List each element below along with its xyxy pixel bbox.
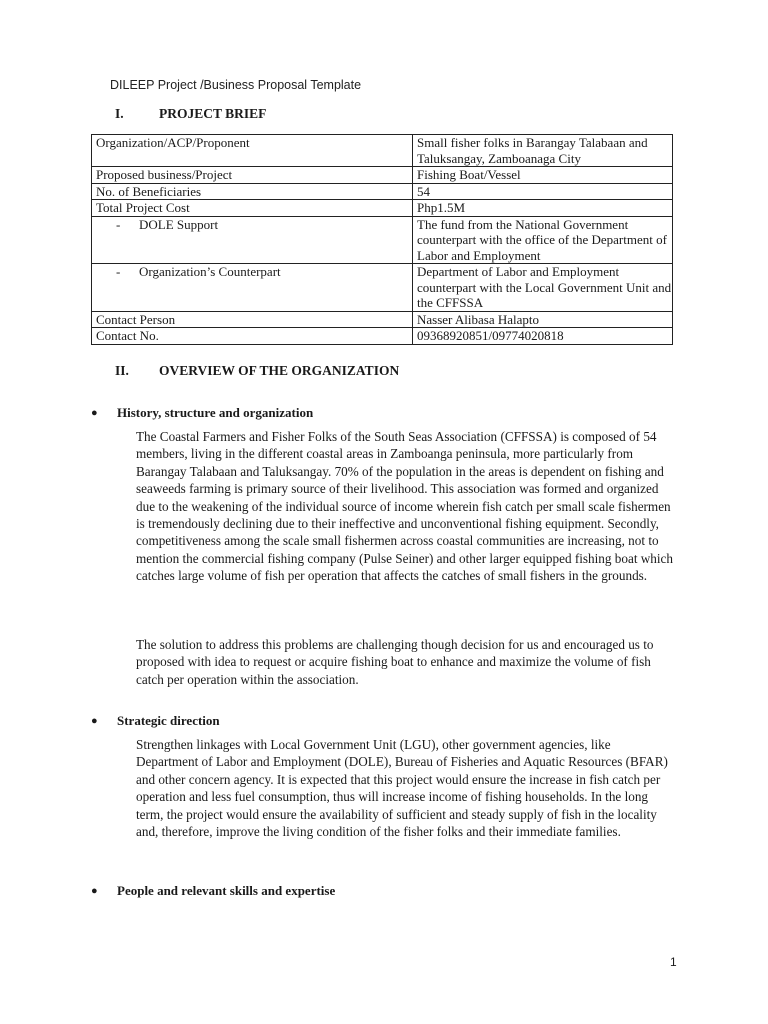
- table-row: [92, 328, 673, 345]
- strategic-paragraph: Strengthen linkages with Local Government Unit (LGU), other government agencies, like Department of Labor and Employment (DOLE), Bureau of Fisheries and Aquatic Resources (BFAR) and other concern agency. It is expected that this project would ensure the increase in fish catch per operation and less fuel consumption, thus will increase income of fishing households. In the long term, the project would ensure the availability of sufficient and steady supply of fish in the locality and, therefore, improve the living condition of the fisher folks and their immediate families.: [136, 737, 668, 840]
- bullet-icon: ●: [91, 885, 98, 897]
- project-brief-table: [91, 134, 673, 345]
- table-row: [92, 216, 673, 264]
- row-value: Php1.5M: [413, 200, 673, 217]
- row-value: 54: [413, 183, 673, 200]
- row-value: The fund from the National Government counterpart with the office of the Department of Labor and Employment: [413, 216, 673, 264]
- bullet-icon: ●: [91, 407, 98, 419]
- row-label: DOLE Support: [139, 216, 219, 232]
- table-row: [92, 311, 673, 328]
- row-label: Contact No.: [92, 328, 413, 345]
- table-row: [92, 167, 673, 184]
- row-value: 09368920851/09774020818: [413, 328, 673, 345]
- dash-marker: -: [116, 216, 121, 232]
- row-value: Fishing Boat/Vessel: [413, 167, 673, 184]
- row-label-cell: [92, 264, 413, 312]
- bullet-heading: Strategic direction: [117, 713, 220, 728]
- row-label: Contact Person: [92, 311, 413, 328]
- section-number: II.: [115, 363, 129, 378]
- bullet-people: [91, 883, 335, 899]
- history-paragraph-1: The Coastal Farmers and Fisher Folks of the South Seas Association (CFFSSA) is composed of 54 members, living in the different coastal areas in Zamboanga peninsula, more particularly from Barangay Talabaan and Taluksangay. 70% of the population in the areas is dependent on fishing and seaweeds farming is primary source of their livelihood. This association was formed and organized due to the weakening of the individual source of income wherein fish catch per small scale fishermen is tremendously declining due to their ineffective and unconventional fishing equipment. Secondly, competitiveness among the scale small fishermen across coastal communities are increasing, not to mention the commercial fishing company (Pulse Seiner) and other larger equipped fishing boat which catches large volume of fish per operation that affects the catches of small fishers in the grounds.: [136, 429, 674, 584]
- section-heading-project-brief: [115, 106, 266, 122]
- section-title: PROJECT BRIEF: [159, 106, 267, 121]
- table-row: [92, 135, 673, 167]
- bullet-heading: History, structure and organization: [117, 405, 314, 420]
- dash-marker: -: [116, 264, 121, 279]
- row-value: Small fisher folks in Barangay Talabaan and Taluksangay, Zamboanaga City: [413, 135, 673, 167]
- bullet-history: [91, 405, 313, 421]
- bullet-strategic: [91, 713, 220, 729]
- table-row: [92, 183, 673, 200]
- bullet-icon: ●: [91, 715, 98, 727]
- row-label: Organization’s Counterpart: [139, 264, 281, 279]
- row-label: No. of Beneficiaries: [92, 183, 413, 200]
- page-number: 1: [670, 955, 677, 969]
- section-number: I.: [115, 106, 124, 121]
- row-label: Total Project Cost: [92, 200, 413, 217]
- document-header: DILEEP Project /Business Proposal Template: [110, 78, 362, 92]
- table-row: [92, 200, 673, 217]
- row-label: Organization/ACP/Proponent: [92, 135, 413, 167]
- history-paragraph-2: The solution to address this problems are challenging though decision for us and encouraged us to proposed with idea to request or acquire fishing boat to enhance and maximize the volume of fish catch per operation within the association.: [136, 637, 654, 687]
- row-value: Nasser Alibasa Halapto: [413, 311, 673, 328]
- row-value: Department of Labor and Employment counterpart with the Local Government Unit and the CFFSSA: [413, 264, 673, 312]
- section-heading-overview: [115, 363, 399, 379]
- row-label: Proposed business/Project: [92, 167, 413, 184]
- table-row: [92, 264, 673, 312]
- section-title: OVERVIEW OF THE ORGANIZATION: [159, 363, 400, 378]
- row-label-cell: [92, 216, 413, 264]
- bullet-heading: People and relevant skills and expertise: [117, 883, 336, 898]
